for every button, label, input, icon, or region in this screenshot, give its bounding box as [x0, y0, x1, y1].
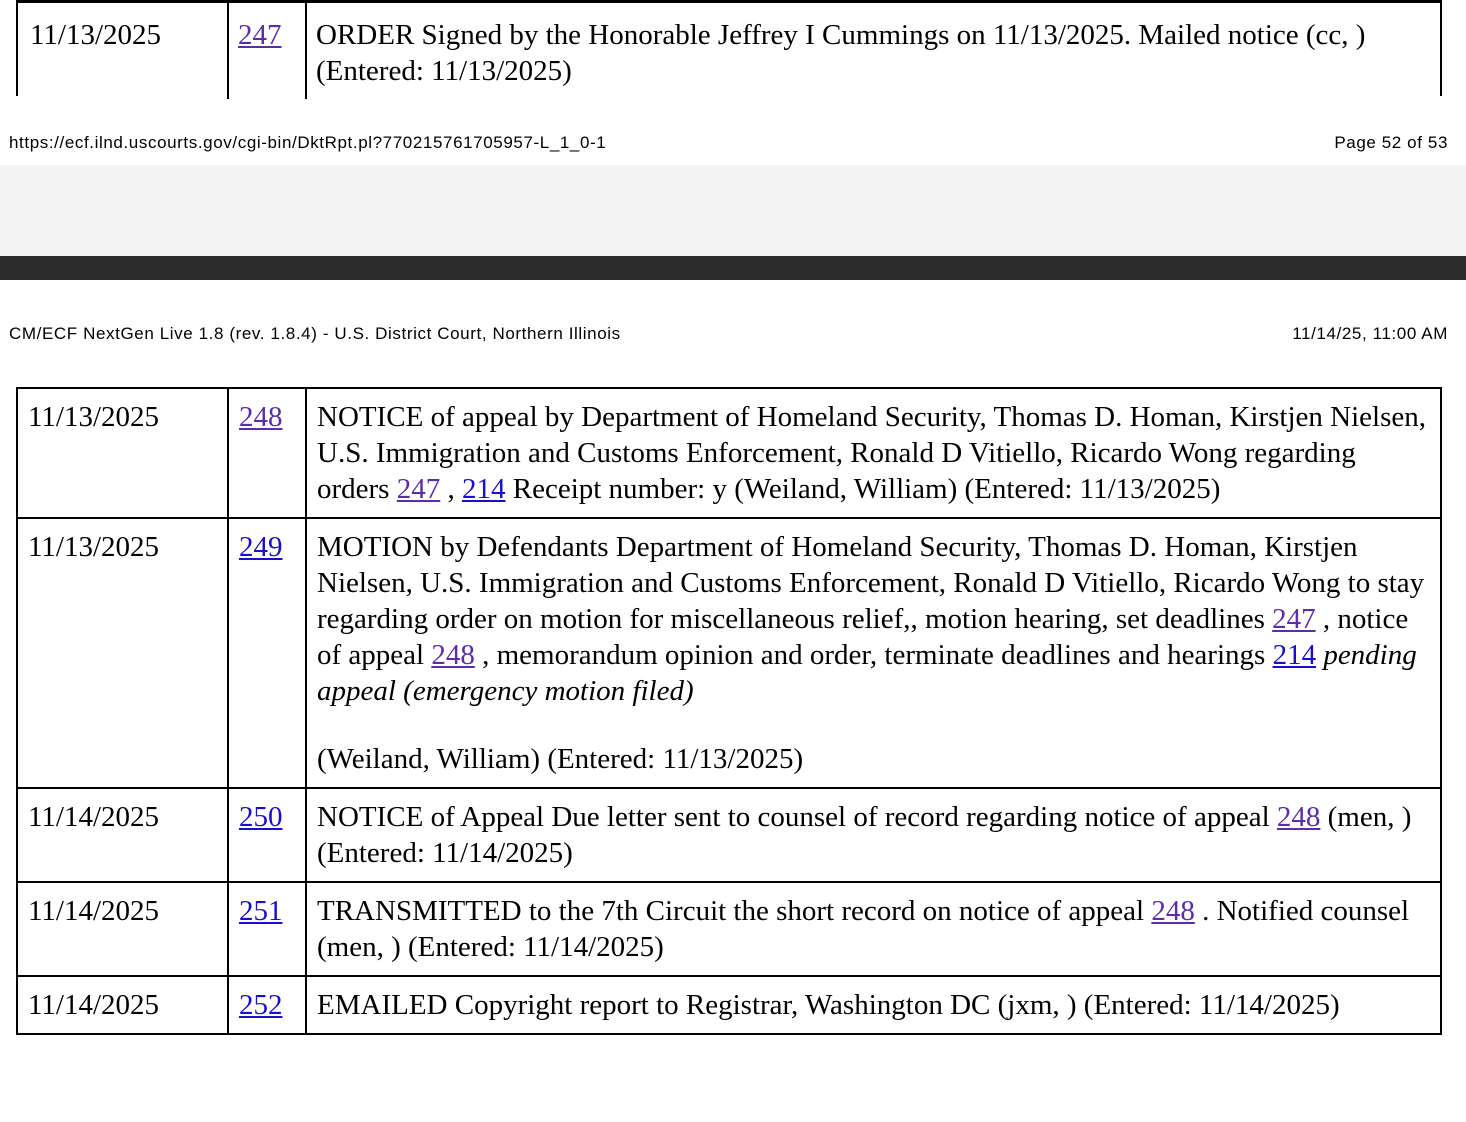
doc-link[interactable]: 248 — [1151, 895, 1195, 927]
entry-date: 11/13/2025 — [30, 19, 162, 51]
header-datetime: 11/14/25, 11:00 AM — [1292, 324, 1448, 343]
entry-text: NOTICE of appeal by Department of Homeland Security, Thomas D. Homan, Kirstjen Nielsen, U.S. Immigration and Customs Enforcement, Ronald D Vitiello, Ricardo Wong regarding orders 247 , 214 Receipt number: y (Weiland, William) (Entered: 11/13/2025) — [306, 388, 1441, 518]
docket-entry-249 — [17, 518, 1441, 788]
docket-number-link[interactable]: 248 — [239, 401, 283, 433]
docket-table — [16, 387, 1442, 1035]
docket-entry-248 — [17, 388, 1441, 518]
doc-link[interactable]: 214 — [1272, 639, 1317, 671]
doc-link[interactable]: 214 — [461, 473, 506, 505]
entry-text: ORDER Signed by the Honorable Jeffrey I Cummings on 11/13/2025. Mailed notice (cc, ) (Entered: 11/13/2025) — [316, 19, 1366, 87]
docket-number-link[interactable]: 250 — [239, 801, 283, 833]
footer-page-number: Page 52 of 53 — [1334, 133, 1448, 152]
page-separator — [0, 256, 1466, 280]
header-title: CM/ECF NextGen Live 1.8 (rev. 1.8.4) - U.S. District Court, Northern Illinois — [9, 324, 621, 343]
footer-url: https://ecf.ilnd.uscourts.gov/cgi-bin/DktRpt.pl?770215761705957-L_1_0-1 — [9, 133, 607, 152]
docket-entry-251 — [17, 882, 1441, 976]
paragraph-gap — [317, 709, 1430, 741]
docket-entry-250 — [17, 788, 1441, 882]
entry-date: 11/13/2025 — [17, 388, 228, 518]
docket-number-link[interactable]: 249 — [239, 531, 283, 563]
column-divider — [227, 3, 229, 99]
doc-link[interactable]: 247 — [396, 473, 441, 505]
doc-link[interactable]: 247 — [1272, 603, 1316, 635]
entry-text: MOTION by Defendants Department of Homeland Security, Thomas D. Homan, Kirstjen Nielsen, U.S. Immigration and Customs Enforcement, Ronald D Vitiello, Ricardo Wong to stay regarding order on motion for miscellaneous relief,, motion hearing, set deadlines 247 , notice of appeal 248 , memorandum opinion and order, terminate deadlines and hearings 214 pending appeal (emergency motion filed) (Weiland, William) (Entered: 11/13/2025) — [306, 518, 1441, 788]
docket-number-link[interactable]: 247 — [238, 19, 282, 51]
docket-number-link[interactable]: 251 — [239, 895, 283, 927]
entry-text: TRANSMITTED to the 7th Circuit the short record on notice of appeal 248 . Notified counsel (men, ) (Entered: 11/14/2025) — [306, 882, 1441, 976]
entry-date: 11/13/2025 — [17, 518, 228, 788]
doc-link[interactable]: 248 — [1276, 801, 1321, 833]
entry-date: 11/14/2025 — [17, 788, 228, 882]
docket-number-link[interactable]: 252 — [239, 989, 283, 1021]
page-bottom-margin — [0, 165, 1466, 256]
column-divider — [305, 3, 307, 99]
docket-entry-252 — [17, 976, 1441, 1034]
entry-date: 11/14/2025 — [17, 976, 228, 1034]
entry-date: 11/14/2025 — [17, 882, 228, 976]
doc-link[interactable]: 248 — [431, 639, 475, 671]
entry-text: EMAILED Copyright report to Registrar, Washington DC (jxm, ) (Entered: 11/14/2025) — [306, 976, 1441, 1034]
entry-text: NOTICE of Appeal Due letter sent to counsel of record regarding notice of appeal 248 (men, ) (Entered: 11/14/2025) — [306, 788, 1441, 882]
docket-entry-247 — [16, 0, 1442, 96]
